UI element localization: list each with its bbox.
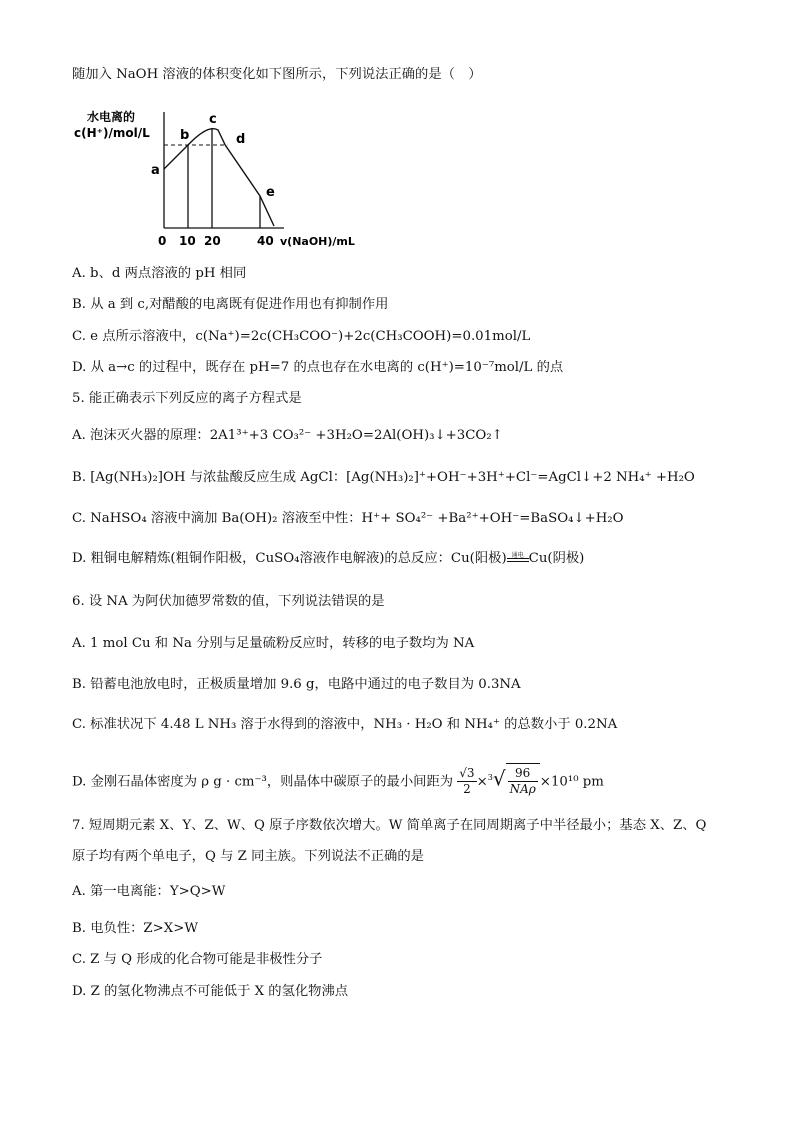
data-curve	[164, 129, 274, 226]
q4-option-a[interactable]: A. b、d 两点溶液的 pH 相同	[72, 266, 247, 281]
point-label-d: d	[236, 132, 246, 147]
q7-option-d[interactable]: D. Z 的氢化物沸点不可能低于 X 的氢化物沸点	[72, 984, 349, 999]
q7-option-b[interactable]: B. 电负性：Z>X>W	[72, 921, 199, 936]
q4-option-b[interactable]: B. 从 a 到 c,对醋酸的电离既有促进作用也有抑制作用	[72, 297, 389, 312]
water-ionization-graph	[72, 104, 402, 254]
q6-option-d-tail: ×10¹⁰ pm	[539, 774, 604, 790]
electrolysis-arrow	[507, 551, 529, 562]
tick-label-40: 40	[257, 234, 274, 248]
fraction-sqrt3-over-2	[457, 766, 476, 797]
q6-option-a[interactable]: A. 1 mol Cu 和 Na 分别与足量硫粉反应时，转移的电子数均为 NA	[72, 636, 475, 651]
times-sign: ×	[476, 774, 488, 790]
q5-option-d-tail: Cu(阴极)	[528, 551, 585, 566]
radical-sign: √	[492, 766, 506, 791]
q6-option-b[interactable]: B. 铅蓄电池放电时，正极质量增加 9.6 g，电路中通过的电子数目为 0.3NA	[72, 677, 521, 692]
tick-label-20: 20	[204, 234, 221, 248]
point-label-b: b	[180, 128, 190, 143]
point-label-a: a	[151, 163, 160, 178]
point-label-c: c	[209, 112, 217, 127]
q6-option-d[interactable]	[72, 760, 604, 800]
electrolysis-label: 通电	[511, 551, 524, 559]
q4-option-c[interactable]: C. e 点所示溶液中，c(Na⁺)=2c(CH₃COO⁻)+2c(CH₃COOH)=0.01mol/L	[72, 329, 531, 344]
q7-option-a[interactable]: A. 第一电离能：Y>Q>W	[72, 884, 226, 899]
q5-option-d-text: D. 粗铜电解精炼(粗铜作阳极，CuSO₄溶液作电解液)的总反应：Cu(阳极)	[72, 551, 507, 566]
cube-root-index: 3	[487, 773, 493, 782]
tick-label-0: 0	[158, 234, 167, 248]
fraction-numerator: 96	[508, 766, 538, 782]
q7-stem-line2: 原子均有两个单电子，Q 与 Z 同主族。下列说法不正确的是	[72, 849, 424, 864]
fraction-96-over-na-rho	[508, 766, 538, 797]
q7-option-c[interactable]: C. Z 与 Q 形成的化合物可能是非极性分子	[72, 952, 323, 967]
fraction-numerator: √3	[459, 766, 475, 781]
q5-stem: 5. 能正确表示下列反应的离子方程式是	[72, 391, 302, 406]
fraction-denominator: NAρ	[509, 782, 536, 797]
q5-option-d[interactable]	[72, 550, 584, 568]
q5-option-b[interactable]: B. [Ag(NH₃)₂]OH 与浓盐酸反应生成 AgCl：[Ag(NH₃)₂]⁺+OH⁻+3H⁺+Cl⁻=AgCl↓+2 NH₄⁺ +H₂O	[72, 470, 695, 485]
q4-option-d[interactable]: D. 从 a→c 的过程中，既存在 pH=7 的点也存在水电离的 c(H⁺)=10⁻⁷mol/L 的点	[72, 360, 564, 375]
graph-ylabel-line1: 水电离的	[87, 110, 136, 124]
q5-option-c[interactable]: C. NaHSO₄ 溶液中滴加 Ba(OH)₂ 溶液至中性：H⁺+ SO₄²⁻ +Ba²⁺+OH⁻=BaSO₄↓+H₂O	[72, 511, 624, 526]
q6-stem: 6. 设 NA 为阿伏加德罗常数的值，下列说法错误的是	[72, 594, 385, 609]
graph-ylabel-line2: c(H⁺)/mol/L	[74, 126, 150, 140]
tick-label-10: 10	[179, 234, 196, 248]
question-stem-intro: 随加入 NaOH 溶液的体积变化如下图所示，下列说法正确的是（ ）	[72, 67, 482, 82]
q6-option-d-text: D. 金刚石晶体密度为 ρ g · cm⁻³，则晶体中碳原子的最小间距为	[72, 774, 454, 790]
q5-option-a[interactable]: A. 泡沫灭火器的原理：2A1³⁺+3 CO₃²⁻ +3H₂O=2Al(OH)₃↓+3CO₂↑	[72, 428, 503, 443]
q7-stem-line1: 7. 短周期元素 X、Y、Z、W、Q 原子序数依次增大。W 简单离子在同周期离子中半径最小；基态 X、Z、Q	[72, 818, 707, 833]
point-label-e: e	[266, 185, 275, 200]
fraction-denominator: 2	[463, 782, 471, 797]
cube-root-radicand	[506, 763, 540, 800]
graph-xlabel: v(NaOH)/mL	[280, 235, 355, 248]
q6-option-c[interactable]: C. 标准状况下 4.48 L NH₃ 溶于水得到的溶液中，NH₃ · H₂O 和 NH₄⁺ 的总数小于 0.2NA	[72, 717, 618, 732]
